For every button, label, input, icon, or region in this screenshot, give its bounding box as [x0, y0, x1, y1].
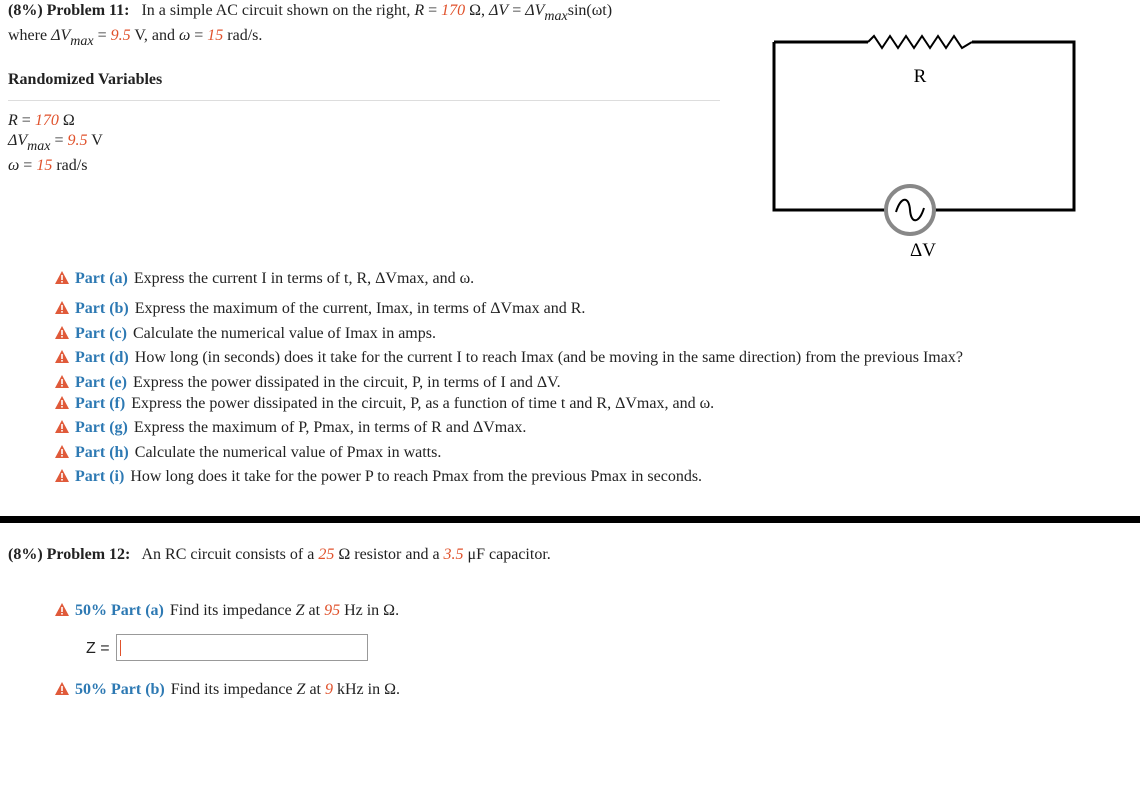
randomized-variables-title [8, 71, 162, 89]
v-unit-and: V, and [134, 27, 175, 44]
var-omega: ω = 15 rad/s [8, 157, 88, 174]
part-item[interactable] [55, 374, 561, 392]
warning-icon [55, 326, 69, 339]
var-v-value: 9.5 [67, 132, 88, 149]
part-item[interactable] [55, 468, 702, 486]
part-text: Express the current I in terms of t, R, ΔVmax, and ω. [133, 270, 475, 287]
part-text: How long (in seconds) does it take for the current I to reach Imax (and be moving in the same direction) from the previous Imax? [134, 349, 963, 366]
var-r-unit: Ω [62, 112, 75, 129]
p12-part-b-label[interactable]: 50% Part (b) [75, 681, 165, 698]
omega-value: 15 [207, 27, 224, 44]
warning-icon [55, 396, 69, 409]
dv-symbol-2: ΔV [51, 27, 71, 44]
part-label[interactable]: Part (b) [75, 300, 129, 317]
part-label[interactable]: Part (e) [75, 374, 127, 391]
z-input-label: Z = [86, 640, 110, 657]
max-subscript-2: max [70, 34, 94, 49]
problem-11-title: (8%) Problem 11: [8, 2, 130, 19]
var-w-value: 15 [36, 157, 53, 174]
part-text: Express the maximum of P, Pmax, in terms of R and ΔVmax. [133, 419, 527, 436]
z-symbol-2: Z [296, 681, 306, 698]
part-label[interactable]: Part (a) [75, 270, 128, 287]
p12-r-value: 25 [318, 546, 335, 563]
circuit-diagram [760, 30, 1090, 265]
dv-symbol: ΔV [489, 2, 509, 19]
problem-11-header: (8%) Problem 11: In a simple AC circuit shown on the right, R = 170 Ω, ΔV = ΔVmaxsin(ωt) [8, 2, 613, 24]
part-label[interactable]: Part (g) [75, 419, 128, 436]
var-v-unit: V [91, 132, 103, 149]
problem-11-line2: where ΔVmax = 9.5 V, and ω = 15 rad/s. [8, 27, 263, 49]
omega-symbol: ω [178, 27, 191, 44]
var-vmax: ΔVmax = 9.5 V [8, 132, 103, 154]
p12-part-b[interactable] [55, 681, 400, 699]
warning-icon [55, 350, 69, 363]
sin-expression: sin(ωt) [567, 2, 613, 19]
warning-icon [55, 682, 69, 695]
warning-icon [55, 603, 69, 616]
part-label[interactable]: Part (c) [75, 325, 127, 342]
part-label[interactable]: Part (d) [75, 349, 129, 366]
where-text: where [8, 27, 48, 44]
r-value: 170 [441, 2, 466, 19]
warning-icon [55, 420, 69, 433]
var-r: R = 170 Ω [8, 112, 75, 129]
p12-part-a-text: Find its impedance [169, 602, 292, 619]
part-item[interactable] [55, 300, 585, 318]
problem-11-intro: In a simple AC circuit shown on the right, [141, 2, 411, 19]
divider [8, 100, 720, 101]
var-v-sub: max [27, 139, 51, 154]
var-v-symbol: ΔV [8, 132, 28, 149]
part-text: Express the maximum of the current, Imax, in terms of ΔVmax and R. [134, 300, 586, 317]
p12-part-b-freq: 9 [324, 681, 333, 698]
part-item[interactable] [55, 270, 474, 288]
part-item[interactable] [55, 349, 963, 367]
source-label: ΔV [910, 240, 936, 261]
warning-icon [55, 271, 69, 284]
warning-icon [55, 469, 69, 482]
p12-part-a-unit: Hz in Ω. [344, 602, 400, 619]
p12-part-a-freq: 95 [324, 602, 341, 619]
vmax-value: 9.5 [110, 27, 131, 44]
r-symbol: R [414, 2, 425, 19]
p12-text-b: Ω resistor and a [338, 546, 440, 563]
warning-icon [55, 445, 69, 458]
p12-text-c: μF capacitor. [467, 546, 551, 563]
part-item[interactable] [55, 395, 714, 413]
ohm-unit: Ω [469, 2, 482, 19]
warning-icon [55, 375, 69, 388]
var-w-unit: rad/s [56, 157, 88, 174]
z-symbol: Z [295, 602, 305, 619]
part-text: Express the power dissipated in the circuit, P, in terms of I and ΔV. [132, 374, 561, 391]
resistor-label: R [913, 66, 927, 87]
part-text: Calculate the numerical value of Imax in amps. [132, 325, 436, 342]
text-caret [120, 640, 121, 656]
part-text: How long does it take for the power P to reach Pmax from the previous Pmax in seconds. [130, 468, 703, 485]
rad-s-unit: rad/s. [227, 27, 263, 44]
part-label[interactable]: Part (h) [75, 444, 129, 461]
p12-c-value: 3.5 [443, 546, 464, 563]
p12-text-a: An RC circuit consists of a [141, 546, 315, 563]
p12-part-b-unit: kHz in Ω. [336, 681, 400, 698]
p12-part-a[interactable] [55, 602, 399, 620]
p12-part-b-at: at [309, 681, 321, 698]
var-w-symbol: ω [8, 157, 20, 174]
var-r-value: 170 [34, 112, 59, 129]
wire-top-right-down [935, 42, 1074, 210]
part-item[interactable] [55, 444, 441, 462]
warning-icon [55, 301, 69, 314]
problem-12-title: (8%) Problem 12: [8, 546, 131, 563]
dv-eq-symbol: ΔV [525, 2, 545, 19]
p12-part-a-label[interactable]: 50% Part (a) [75, 602, 164, 619]
part-item[interactable] [55, 419, 526, 437]
problem-separator [0, 516, 1140, 523]
part-label[interactable]: Part (i) [75, 468, 125, 485]
resistor-zigzag [868, 36, 972, 48]
wire-bottom-left-up [774, 42, 885, 210]
p12-part-b-text: Find its impedance [170, 681, 293, 698]
part-label[interactable]: Part (f) [75, 395, 126, 412]
part-text: Calculate the numerical value of Pmax in watts. [134, 444, 442, 461]
problem-12-header [8, 546, 551, 564]
z-answer-input[interactable] [116, 634, 368, 661]
randomized-title-text: Randomized Variables [8, 71, 163, 88]
max-subscript: max [544, 9, 568, 24]
var-r-symbol: R [8, 112, 18, 129]
part-item[interactable] [55, 325, 436, 343]
p12-part-a-at: at [308, 602, 321, 619]
part-text: Express the power dissipated in the circuit, P, as a function of time t and R, ΔVmax, and ω. [131, 395, 715, 412]
